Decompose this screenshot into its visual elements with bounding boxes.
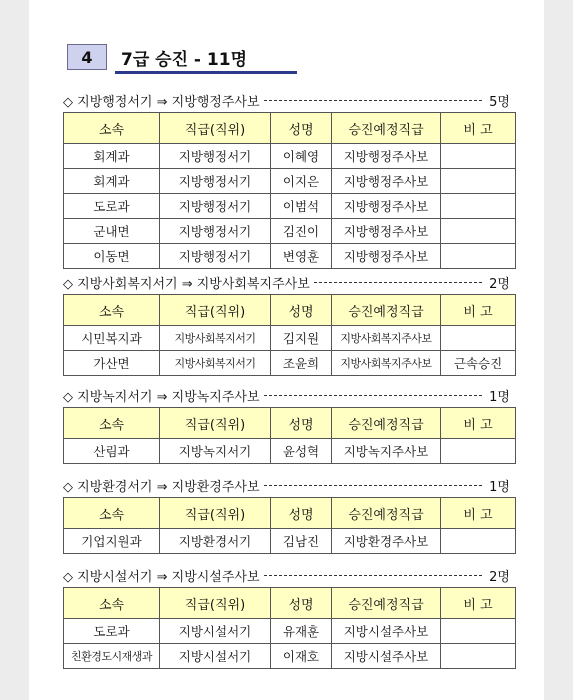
column-header: 직급(직위) — [160, 588, 271, 619]
table-cell — [441, 144, 516, 169]
section-heading — [63, 565, 510, 585]
table-cell: 도로과 — [64, 619, 160, 644]
column-header: 성명 — [271, 113, 332, 144]
column-header: 비 고 — [441, 498, 516, 529]
section-heading — [63, 385, 510, 405]
section-count: 5명 — [485, 91, 510, 110]
column-header: 직급(직위) — [160, 408, 271, 439]
table-header-row — [64, 113, 516, 144]
table-cell: 회계과 — [64, 169, 160, 194]
column-header: 직급(직위) — [160, 113, 271, 144]
promotion-section — [63, 385, 510, 464]
promotion-table — [63, 112, 516, 269]
table-cell — [441, 219, 516, 244]
section-count: 2명 — [485, 273, 510, 292]
table-row — [64, 244, 516, 269]
column-header: 소속 — [64, 408, 160, 439]
table-header-row — [64, 408, 516, 439]
section-header — [67, 44, 297, 70]
table-cell: 지방행정주사보 — [332, 169, 441, 194]
table-cell — [441, 619, 516, 644]
table-cell — [441, 644, 516, 669]
table-cell: 산림과 — [64, 439, 160, 464]
table-row — [64, 219, 516, 244]
section-heading — [63, 475, 510, 495]
table-cell: 근속승진 — [441, 351, 516, 376]
table-row — [64, 529, 516, 554]
table-cell: 지방환경주사보 — [332, 529, 441, 554]
table-row — [64, 619, 516, 644]
table-cell: 지방행정주사보 — [332, 219, 441, 244]
section-number: 4 — [67, 44, 107, 70]
table-cell: 지방시설서기 — [160, 619, 271, 644]
table-cell: 지방시설서기 — [160, 644, 271, 669]
table-cell: 이혜영 — [271, 144, 332, 169]
document-page — [29, 0, 544, 700]
promotion-table — [63, 294, 516, 376]
table-cell — [441, 326, 516, 351]
promotion-table — [63, 497, 516, 554]
table-cell: 지방행정주사보 — [332, 144, 441, 169]
table-cell: 군내면 — [64, 219, 160, 244]
section-heading-label: ◇ 지방녹지서기 ⇒ 지방녹지주사보 — [63, 386, 264, 405]
promotion-section — [63, 272, 510, 376]
table-cell: 지방사회복지서기 — [160, 326, 271, 351]
table-cell — [441, 244, 516, 269]
table-cell: 지방녹지주사보 — [332, 439, 441, 464]
table-row — [64, 326, 516, 351]
section-heading-label: ◇ 지방사회복지서기 ⇒ 지방사회복지주사보 — [63, 273, 314, 292]
table-cell: 이지은 — [271, 169, 332, 194]
table-row — [64, 144, 516, 169]
promotion-section — [63, 565, 510, 669]
table-row — [64, 644, 516, 669]
table-row — [64, 351, 516, 376]
table-row — [64, 169, 516, 194]
table-cell: 지방환경서기 — [160, 529, 271, 554]
table-cell: 지방행정서기 — [160, 194, 271, 219]
section-heading — [63, 272, 510, 292]
table-row — [64, 439, 516, 464]
column-header: 승진예정직급 — [332, 113, 441, 144]
column-header: 승진예정직급 — [332, 498, 441, 529]
table-cell — [441, 529, 516, 554]
table-row — [64, 194, 516, 219]
table-header-row — [64, 295, 516, 326]
table-cell: 이범석 — [271, 194, 332, 219]
section-heading-label: ◇ 지방행정서기 ⇒ 지방행정주사보 — [63, 91, 264, 110]
table-cell: 지방행정주사보 — [332, 194, 441, 219]
column-header: 직급(직위) — [160, 498, 271, 529]
column-header: 성명 — [271, 588, 332, 619]
promotion-section — [63, 475, 510, 554]
table-cell: 회계과 — [64, 144, 160, 169]
column-header: 승진예정직급 — [332, 588, 441, 619]
table-cell: 지방행정주사보 — [332, 244, 441, 269]
column-header: 비 고 — [441, 113, 516, 144]
column-header: 비 고 — [441, 295, 516, 326]
section-heading — [63, 90, 510, 110]
table-cell: 이재호 — [271, 644, 332, 669]
column-header: 성명 — [271, 295, 332, 326]
section-count: 2명 — [485, 566, 510, 585]
table-cell: 지방시설주사보 — [332, 619, 441, 644]
table-cell: 친환경도시재생과 — [64, 644, 160, 669]
promotion-section — [63, 90, 510, 269]
table-cell: 김진이 — [271, 219, 332, 244]
table-cell: 도로과 — [64, 194, 160, 219]
table-cell: 시민복지과 — [64, 326, 160, 351]
column-header: 승진예정직급 — [332, 408, 441, 439]
table-cell — [441, 194, 516, 219]
table-cell: 지방녹지서기 — [160, 439, 271, 464]
section-count: 1명 — [485, 386, 510, 405]
table-header-row — [64, 588, 516, 619]
section-title: 7급 승진 - 11명 — [121, 50, 247, 70]
table-cell: 가산면 — [64, 351, 160, 376]
table-header-row — [64, 498, 516, 529]
table-cell: 이동면 — [64, 244, 160, 269]
promotion-table — [63, 587, 516, 669]
column-header: 승진예정직급 — [332, 295, 441, 326]
section-heading-label: ◇ 지방환경서기 ⇒ 지방환경주사보 — [63, 476, 264, 495]
table-cell: 지방사회복지주사보 — [332, 351, 441, 376]
column-header: 직급(직위) — [160, 295, 271, 326]
promotion-table — [63, 407, 516, 464]
table-cell — [441, 169, 516, 194]
table-cell: 지방행정서기 — [160, 244, 271, 269]
table-cell — [441, 439, 516, 464]
column-header: 소속 — [64, 113, 160, 144]
table-cell: 김남진 — [271, 529, 332, 554]
column-header: 소속 — [64, 295, 160, 326]
column-header: 성명 — [271, 498, 332, 529]
column-header: 소속 — [64, 588, 160, 619]
table-cell: 지방시설주사보 — [332, 644, 441, 669]
section-count: 1명 — [485, 476, 510, 495]
table-cell: 지방행정서기 — [160, 144, 271, 169]
table-cell: 지방행정서기 — [160, 169, 271, 194]
column-header: 비 고 — [441, 588, 516, 619]
table-cell: 유재훈 — [271, 619, 332, 644]
table-cell: 조윤희 — [271, 351, 332, 376]
table-cell: 기업지원과 — [64, 529, 160, 554]
section-heading-label: ◇ 지방시설서기 ⇒ 지방시설주사보 — [63, 566, 264, 585]
table-cell: 김지원 — [271, 326, 332, 351]
title-underline — [115, 71, 297, 74]
table-cell: 지방행정서기 — [160, 219, 271, 244]
table-cell: 지방사회복지주사보 — [332, 326, 441, 351]
table-cell: 지방사회복지서기 — [160, 351, 271, 376]
column-header: 비 고 — [441, 408, 516, 439]
column-header: 성명 — [271, 408, 332, 439]
table-cell: 변영훈 — [271, 244, 332, 269]
column-header: 소속 — [64, 498, 160, 529]
table-cell: 윤성혁 — [271, 439, 332, 464]
